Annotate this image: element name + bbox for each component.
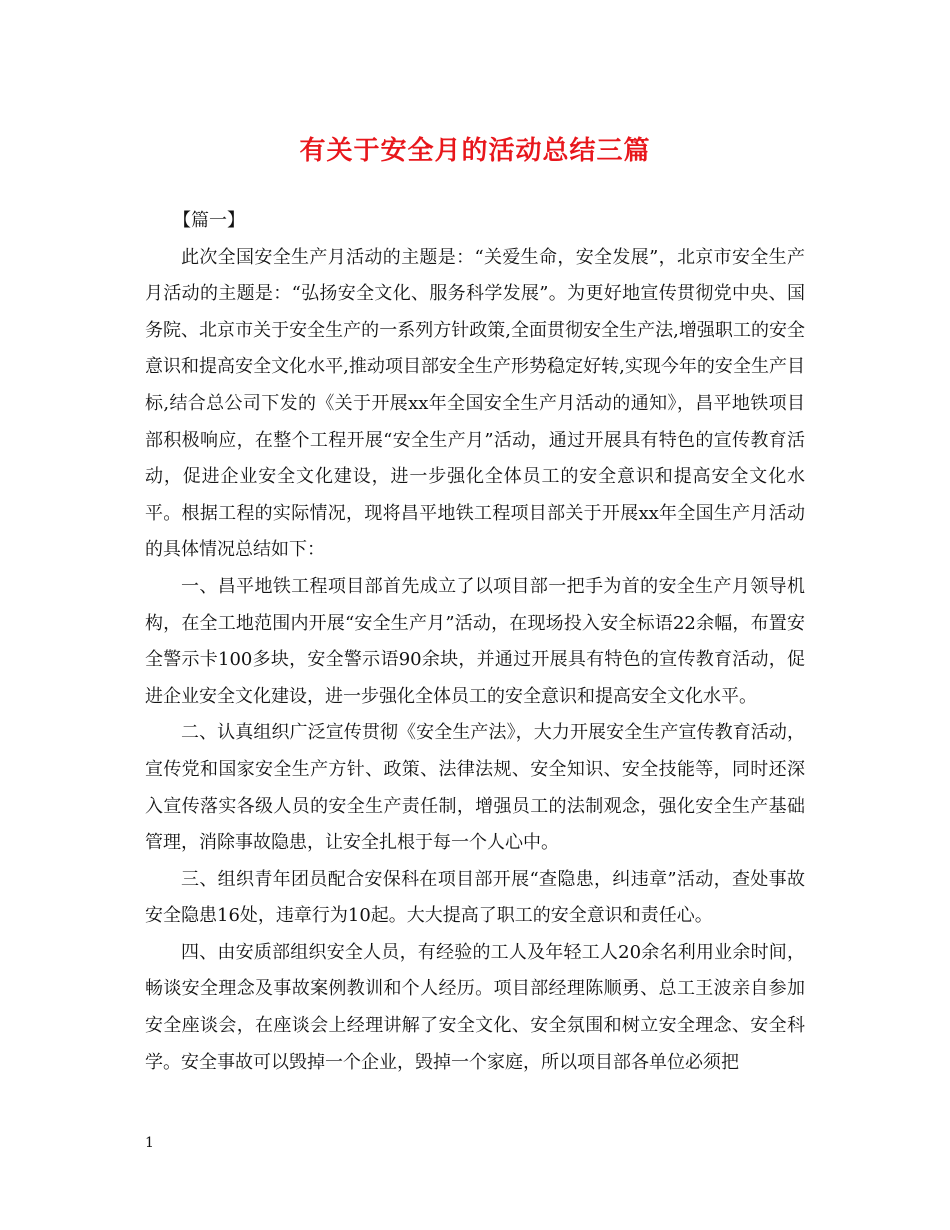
paragraph-point-one: 一、昌平地铁工程项目部首先成立了以项目部一把手为首的安全生产月领导机构，在全工地范围内开展“安全生产月”活动，在现场投入安全标语22余幅，布置安全警示卡100多块，安全警示语90余块，并通过开展具有特色的宣传教育活动，促进企业安全文化建设，进一步强化全体员工的安全意识和提高安全文化水平。	[145, 575, 805, 707]
document-title: 有关于安全月的活动总结三篇	[299, 136, 651, 166]
paragraph-point-four: 四、由安质部组织安全人员，有经验的工人及年轻工人20余名利用业余时间，畅谈安全理念及事故案例教训和个人经历。项目部经理陈顺勇、总工王波亲自参加安全座谈会，在座谈会上经理讲解了安全文化、安全氛围和树立安全理念、安全科学。安全事故可以毁掉一个企业，毁掉一个家庭，所以项目部各单位必须把	[145, 941, 805, 1073]
document-body	[145, 203, 805, 1081]
page-number: 1	[145, 1135, 154, 1151]
section-label: 【篇一】	[173, 210, 245, 231]
paragraph-intro: 此次全国安全生产月活动的主题是：“关爱生命，安全发展”，北京市安全生产月活动的主题是：“弘扬安全文化、服务科学发展”。为更好地宣传贯彻党中央、国务院、北京市关于安全生产的一系列方针政策,全面贯彻安全生产法,增强职工的安全意识和提高安全文化水平,推动项目部安全生产形势稳定好转,实现今年的安全生产目标,结合总公司下发的《关于开展xx年全国安全生产月活动的通知》，昌平地铁项目部积极响应，在整个工程开展“安全生产月”活动，通过开展具有特色的宣传教育活动，促进企业安全文化建设，进一步强化全体员工的安全意识和提高安全文化水平。根据工程的实际情况，现将昌平地铁工程项目部关于开展xx年全国生产月活动的具体情况总结如下：	[145, 246, 805, 561]
paragraph-point-three: 三、组织青年团员配合安保科在项目部开展“查隐患，纠违章”活动，查处事故安全隐患16处，违章行为10起。大大提高了职工的安全意识和责任心。	[145, 868, 805, 927]
paragraph-point-two: 二、认真组织广泛宣传贯彻《安全生产法》，大力开展安全生产宣传教育活动，宣传党和国家安全生产方针、政策、法律法规、安全知识、安全技能等，同时还深入宣传落实各级人员的安全生产责任制，增强员工的法制观念，强化安全生产基础管理，消除事故隐患，让安全扎根于每一个人心中。	[145, 722, 805, 854]
